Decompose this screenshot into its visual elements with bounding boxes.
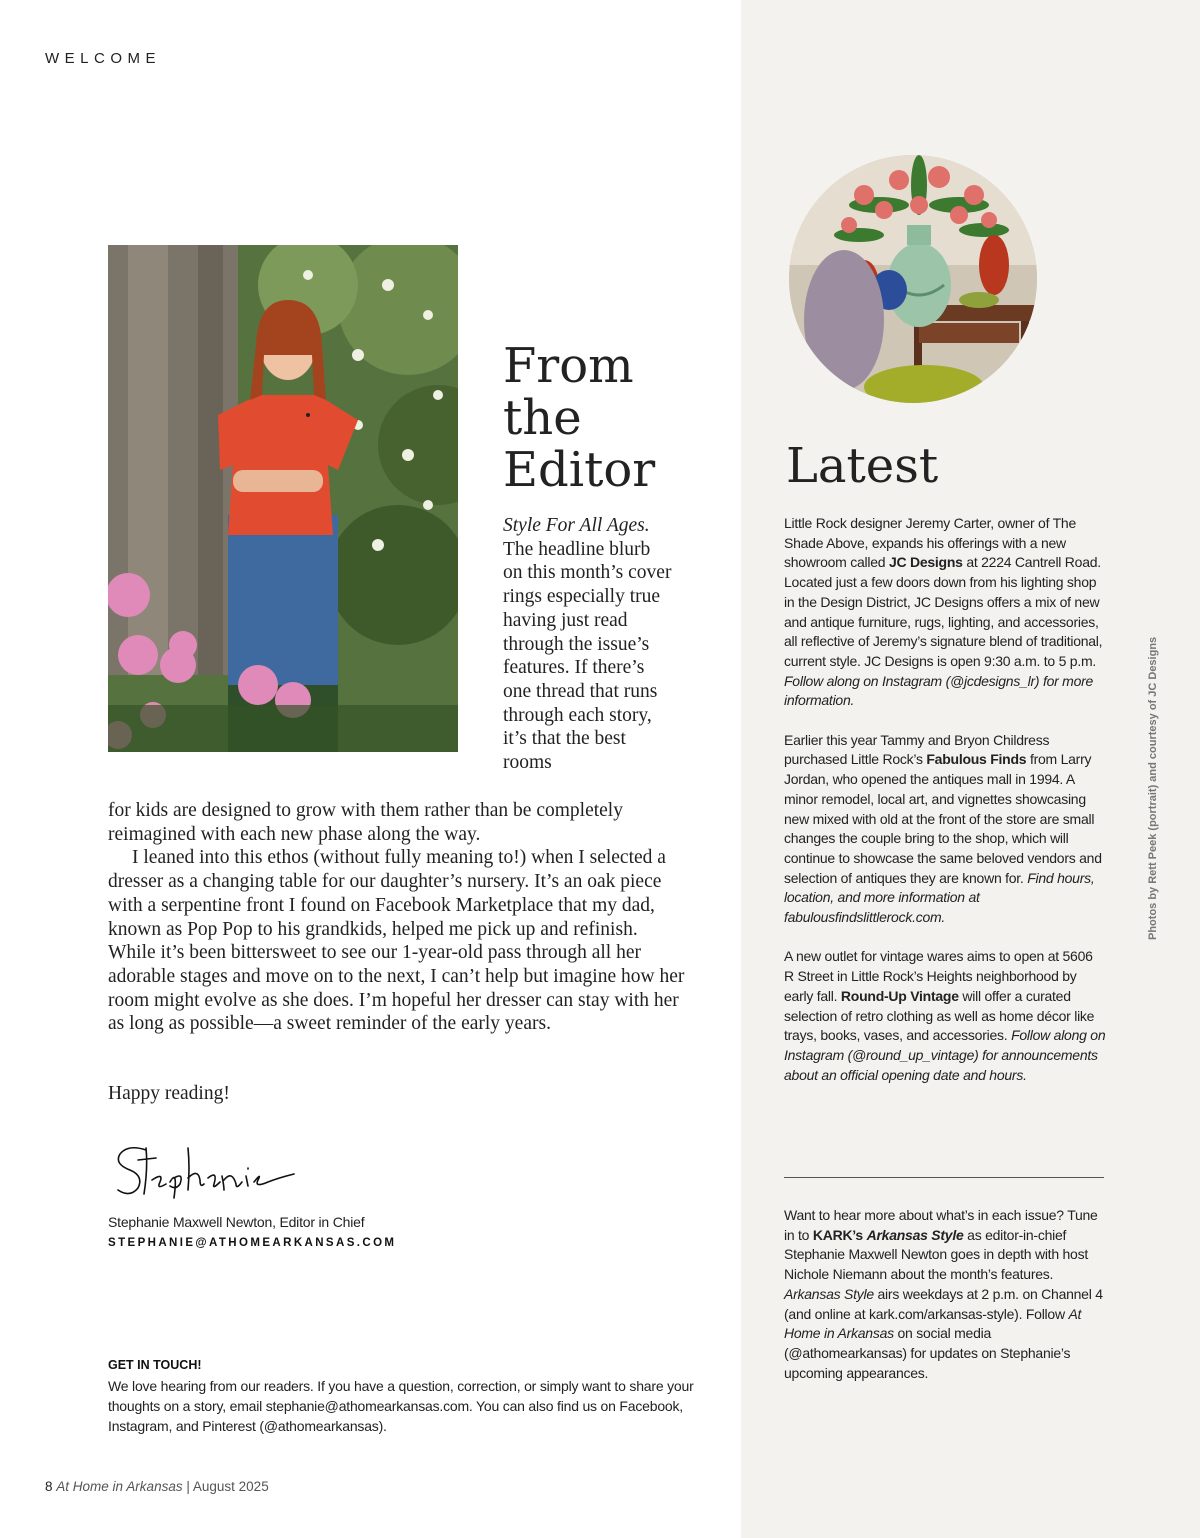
latest-column xyxy=(784,514,1106,1105)
item3-bold: Round-Up Vintage xyxy=(840,987,959,1004)
item1-text-a: Little Rock designer Jeremy Carter, owner of The Shade Above, expands his offerings with a new showroom called xyxy=(784,515,1076,571)
item2-italic: Find hours, location, and more information at fabulousfindslittlerock.com. xyxy=(784,869,1095,926)
latest-heading: Latest xyxy=(786,438,939,494)
tv-italic-a: Arkansas Style xyxy=(784,1285,874,1302)
item3-text-a: A new outlet for vintage wares aims to open at 5606 R Street in Little Rock’s Heights neighborhood by early fall. xyxy=(784,948,1093,1004)
editor-name-title: Stephanie Maxwell Newton, Editor in Chief xyxy=(108,1214,365,1230)
contact-heading: GET IN TOUCH! xyxy=(108,1358,202,1372)
editor-portrait-photo xyxy=(108,245,458,752)
latest-item-jc-designs xyxy=(784,514,1106,711)
editor-body xyxy=(108,799,688,1036)
heading-line-2: the xyxy=(503,390,582,446)
item1-italic: Follow along on Instagram (@jcdesigns_lr) for more information. xyxy=(784,672,1094,709)
heading-line-1: From xyxy=(503,338,634,394)
signature-image xyxy=(108,1138,308,1213)
editor-intro-column xyxy=(503,514,673,775)
item2-text-b: from Larry Jordan, who opened the antiques mall in 1994. A minor remodel, local art, and vignettes showcasing new mixed with old at the front of the store are small changes the couple bring to the shop, which will continue to showcase the same beloved vendors and selection of antiques they are known for. xyxy=(784,751,1102,886)
item2-text-a: Earlier this year Tammy and Bryon Childress purchased Little Rock’s xyxy=(784,731,1050,768)
latest-item-fabulous-finds xyxy=(784,731,1106,928)
page-footer xyxy=(45,1479,269,1494)
para1-continued: for kids are designed to grow with them rather than be completely reimagined with each new phase along the way. xyxy=(108,800,623,845)
portrait-illustration xyxy=(108,245,458,752)
showroom-illustration xyxy=(789,155,1037,403)
editor-heading xyxy=(503,340,733,496)
publication-name: At Home in Arkansas xyxy=(56,1479,183,1494)
item3-text-b: will offer a curated selection of retro clothing as well as home décor like trays, books, vases, and accessories. xyxy=(784,987,1095,1044)
divider-rule xyxy=(784,1177,1104,1178)
tv-segment-text xyxy=(784,1206,1106,1383)
intro-text: The headline blurb on this month’s cover rings especially true having just read through the issue’s features. If there’s one thread that runs through each story, it’s that the best rooms xyxy=(503,538,672,774)
item3-italic: Follow along on Instagram (@round_up_vintage) for announcements about an official opening date and hours. xyxy=(784,1027,1106,1083)
tv-italic-b: At Home in Arkansas xyxy=(784,1305,1082,1342)
tv-text-d: on social media (@athomearkansas) for updates on Stephanie’s upcoming appearances. xyxy=(784,1325,1071,1381)
page-number: 8 xyxy=(45,1479,53,1494)
section-label: WELCOME xyxy=(45,50,162,67)
heading-line-3: Editor xyxy=(503,442,656,498)
lead-in: Style For All Ages. xyxy=(503,515,650,536)
tv-text-c: airs weekdays at 2 p.m. on Channel 4 (and online at kark.com/arkansas-style). Follow xyxy=(784,1285,1103,1322)
tv-text-b: as editor-in-chief Stephanie Maxwell Newton goes in depth with host Nichole Niemann about the month’s features. xyxy=(784,1226,1088,1283)
tv-bold-italic: Arkansas Style xyxy=(866,1226,964,1243)
latest-item-round-up-vintage xyxy=(784,947,1106,1085)
para2: I leaned into this ethos (without fully meaning to!) when I selected a dresser as a changing table for our daughter’s nursery. It’s an oak piece with a serpentine front I found on Facebook Marketplace that my dad, known as Pop Pop to his grandkids, helped me pick up and refinish. While it’s been bittersweet to see our 1-year-old pass through all her adorable stages and move on to the next, I can’t help but imagine how her room might evolve as she does. I’m hopeful her dresser can stay with her as long as possible—a sweet reminder of the early years. xyxy=(108,847,685,1035)
sign-off: Happy reading! xyxy=(108,1083,230,1104)
issue-date: August 2025 xyxy=(192,1479,269,1494)
tv-bold-a: KARK’s xyxy=(812,1226,867,1243)
item1-text-b: at 2224 Cantrell Road. Located just a few doors down from his lighting shop in the Design District, JC Designs offers a mix of new and antique furniture, rugs, lighting, and accessories, all reflective of Jeremy’s signature blend of traditional, current style. JC Designs is open 9:30 a.m. to 5 p.m. xyxy=(784,554,1103,669)
item1-bold: JC Designs xyxy=(888,554,963,571)
photo-credit: Photos by Rett Peek (portrait) and courtesy of JC Designs xyxy=(1147,636,1159,940)
contact-text: We love hearing from our readers. If you have a question, correction, or simply want to share your thoughts on a story, email stephanie@athomearkansas.com. You can also find us on Facebook, Instagram, and Pinterest (@athomearkansas). xyxy=(108,1378,694,1434)
signature-script xyxy=(108,1138,308,1208)
footer-separator: | xyxy=(186,1479,190,1494)
tv-text-a: Want to hear more about what’s in each issue? Tune in to xyxy=(784,1207,1098,1243)
item2-bold: Fabulous Finds xyxy=(926,751,1027,768)
editor-email-link[interactable]: STEPHANIE@ATHOMEARKANSAS.COM xyxy=(108,1237,397,1249)
showroom-photo xyxy=(789,155,1037,403)
